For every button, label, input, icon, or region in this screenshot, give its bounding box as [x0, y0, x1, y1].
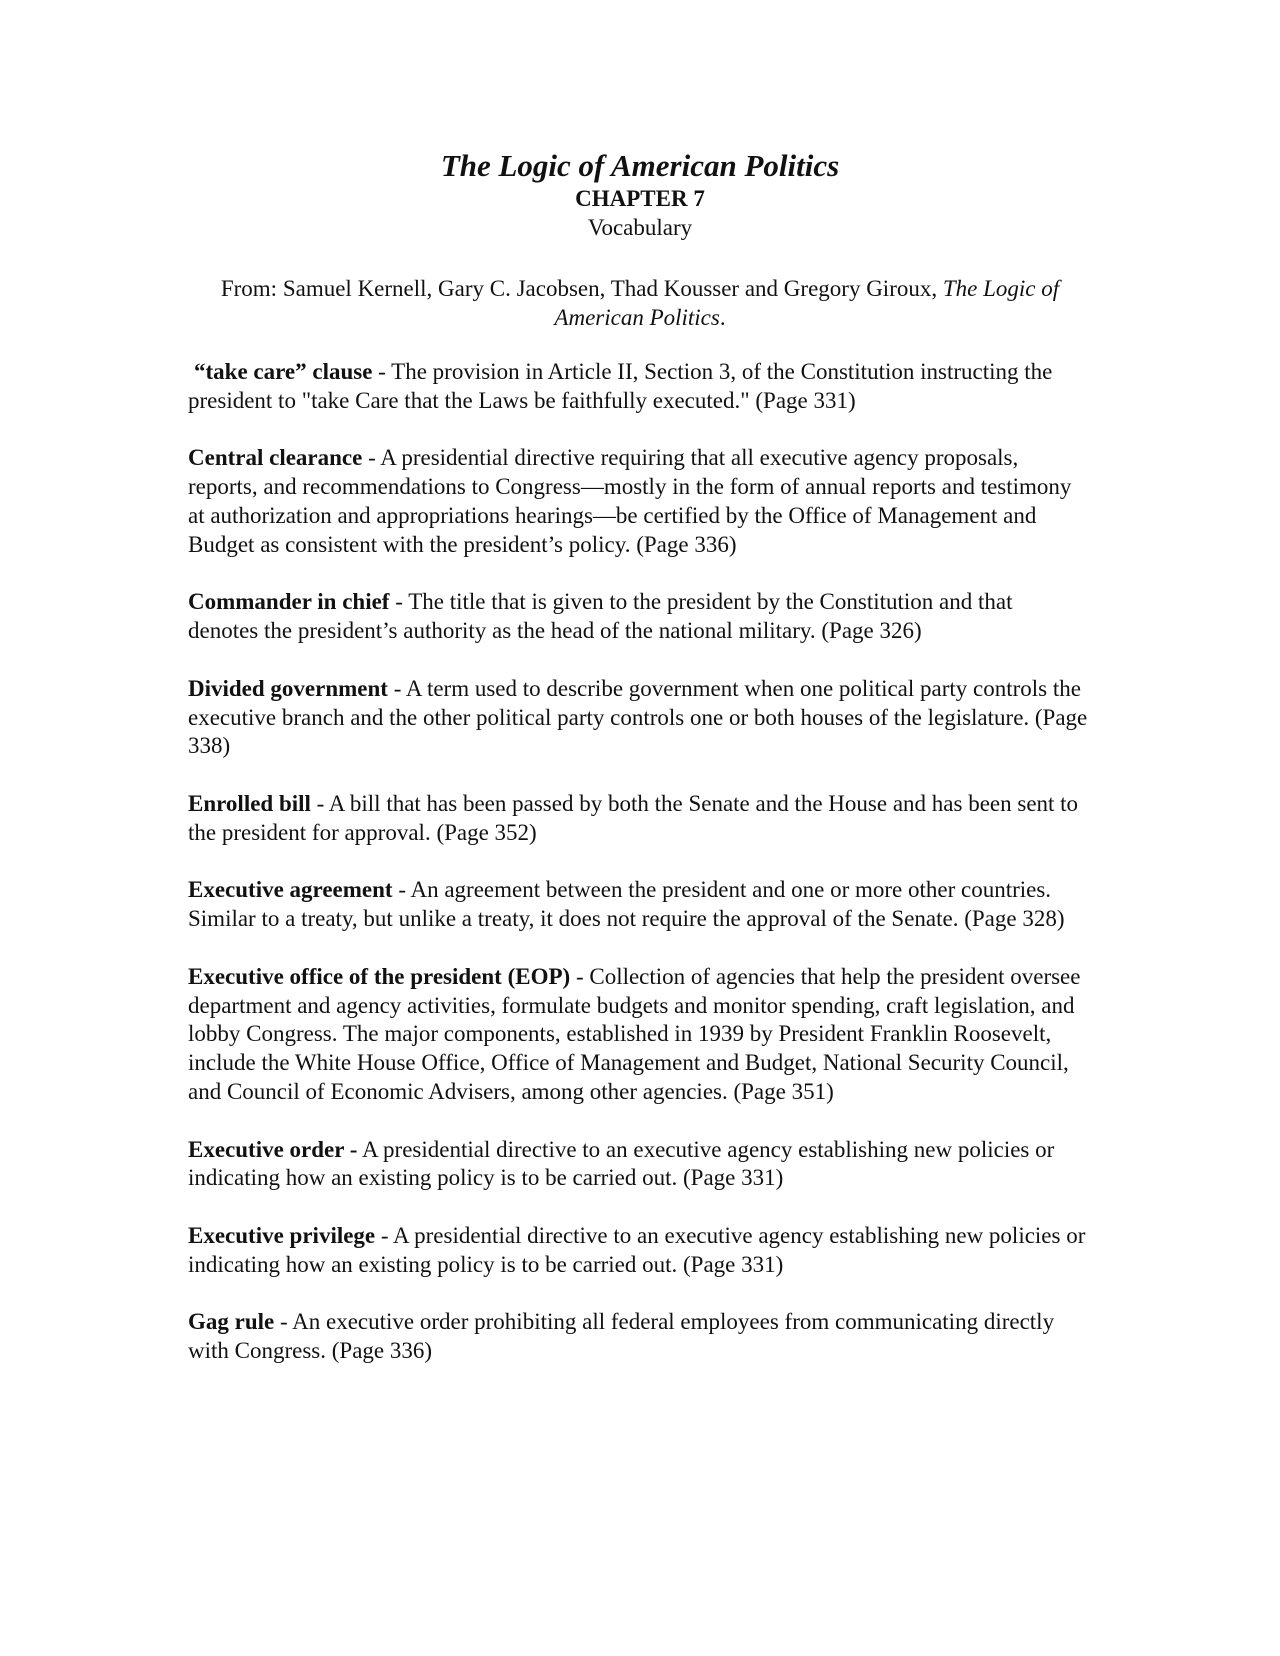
vocabulary-term: Executive agreement — [188, 877, 393, 903]
vocabulary-term: Gag rule — [188, 1309, 275, 1335]
vocabulary-definition: - The provision in Article II, Section 3, of the Constitution instructing the president to "take Care that the Laws be faithfully executed." (Page 331) — [188, 359, 1053, 413]
source-citation — [185, 275, 1095, 332]
vocabulary-term: Divided government — [188, 675, 388, 701]
vocabulary-term: Commander in chief — [188, 589, 390, 615]
vocabulary-definition: A presidential directive to an executive agency establishing new policies or indicating how an existing policy is to be carried out. (Page 331) — [188, 1136, 1055, 1191]
source-suffix: . — [719, 304, 726, 330]
vocabulary-term: Executive privilege — [188, 1222, 376, 1248]
chapter-heading: CHAPTER 7 — [575, 186, 705, 211]
document-subtitle: Vocabulary — [587, 215, 693, 240]
vocabulary-entry — [188, 358, 1088, 416]
vocabulary-term: Executive office of the president (EOP) — [188, 963, 571, 989]
source-book-title: The Logic of American Politics — [554, 276, 1060, 330]
vocabulary-definition: - A presidential directive to an executive agency establishing new policies or indicating how an existing policy is to be carried out. (Page 331) — [188, 1222, 1086, 1277]
vocabulary-entry — [188, 876, 1088, 934]
vocabulary-entry — [188, 588, 1088, 646]
vocabulary-definition: - An agreement between the president and one or more other countries. Similar to a treaty, but unlike a treaty, it does not require the approval of the Senate. (Page 328) — [188, 877, 1065, 932]
vocabulary-entry — [188, 1222, 1088, 1280]
vocabulary-term: “take care” clause — [194, 359, 373, 384]
vocabulary-definition: - The title that is given to the president by the Constitution and that denotes the president’s authority as the head of the national military. (Page 326) — [188, 589, 1013, 644]
vocabulary-definition: - A bill that has been passed by both the Senate and the House and has been sent to the president for approval. (Page 352) — [188, 790, 1079, 845]
vocabulary-definition: - Collection of agencies that help the president oversee department and agency activities, formulate budgets and monitor spending, craft legislation, and lobby Congress. The major components, established in 1939 by President Franklin Roosevelt, include the White House Office, Office of Management and Budget, National Security Council, and Council of Economic Advisers, among other agencies. (Page 351) — [188, 963, 1081, 1104]
vocabulary-entry — [188, 790, 1088, 848]
document-title: The Logic of American Politics — [440, 148, 840, 183]
vocabulary-definition: - A presidential directive requiring that all executive agency proposals, reports, and recommendations to Congress—mostly in the form of annual reports and testimony at authorization and appropriations hearings—be certified by the Office of Management and Budget as consistent with the president’s policy. (Page 336) — [188, 445, 1072, 557]
vocabulary-term: Executive order - — [188, 1136, 358, 1162]
document-header — [0, 148, 1280, 242]
vocabulary-list — [188, 358, 1088, 1395]
vocabulary-entry — [188, 444, 1088, 559]
vocabulary-entry — [188, 963, 1088, 1107]
vocabulary-entry — [188, 675, 1088, 761]
vocabulary-entry — [188, 1136, 1088, 1194]
vocabulary-term: Central clearance — [188, 445, 363, 471]
vocabulary-term: Enrolled bill — [188, 790, 311, 816]
vocabulary-definition: - An executive order prohibiting all federal employees from communicating directly with Congress. (Page 336) — [188, 1309, 1055, 1364]
vocabulary-entry — [188, 1308, 1088, 1366]
source-authors: From: Samuel Kernell, Gary C. Jacobsen, Thad Kousser and Gregory Giroux, — [220, 276, 943, 301]
vocabulary-definition: - A term used to describe government when one political party controls the executive branch and the other political party controls one or both houses of the legislature. (Page 338) — [188, 675, 1088, 759]
